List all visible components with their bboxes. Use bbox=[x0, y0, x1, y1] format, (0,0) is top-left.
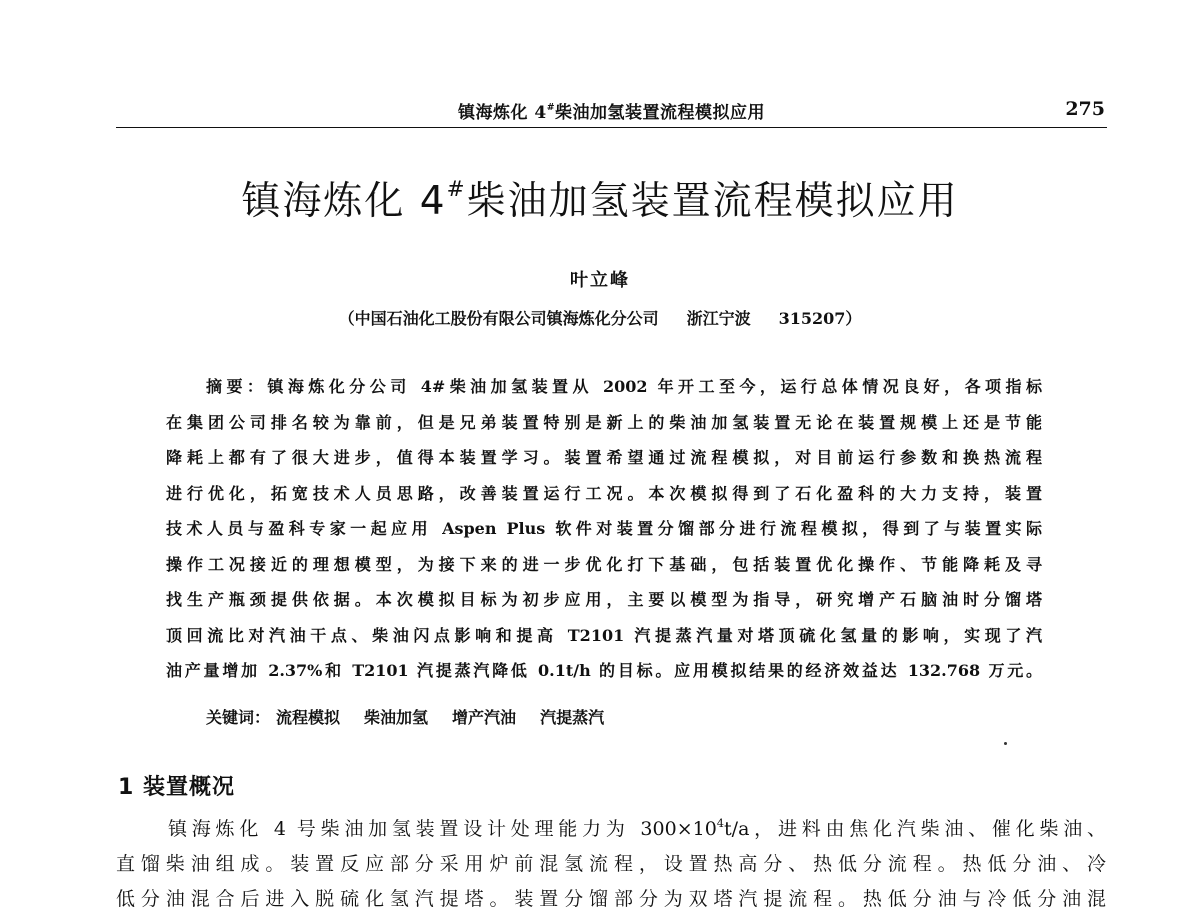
abstract-line: 操作工况接近的理想模型，为接下来的进一步优化打下基础，包括装置优化操作、节能降耗及寻 bbox=[166, 554, 1042, 574]
abstract-line: 进行优化，拓宽技术人员思路，改善装置运行工况。本次模拟得到了石化盈科的大力支持，装置 bbox=[166, 483, 1042, 503]
header-rule bbox=[116, 127, 1107, 128]
running-header bbox=[116, 98, 1107, 128]
affiliation bbox=[0, 306, 1200, 329]
abstract-line-text: 镇海炼化分公司 4#柴油加氢装置从 2002 年开工至今，运行总体情况良好，各项指标 bbox=[267, 377, 1042, 396]
keyword: 增产汽油 bbox=[452, 708, 517, 727]
running-title-text-end: 柴油加氢装置流程模拟应用 bbox=[555, 103, 766, 123]
body-superscript: 4 bbox=[716, 816, 725, 831]
keyword: 柴油加氢 bbox=[364, 708, 429, 727]
keywords bbox=[206, 705, 628, 728]
abstract-line bbox=[166, 375, 1042, 411]
paper-title-text: 镇海炼化 4 bbox=[241, 179, 447, 224]
section-body bbox=[116, 815, 1106, 920]
running-title-text: 镇海炼化 4 bbox=[457, 103, 547, 123]
body-line: 直馏柴油组成。装置反应部分采用炉前混氢流程，设置热高分、热低分流程。热低分油、冷 bbox=[116, 853, 1106, 875]
affiliation-org: （中国石油化工股份有限公司镇海炼化分公司 bbox=[338, 309, 659, 328]
body-line bbox=[116, 815, 1106, 850]
paper-title-text-end: 柴油加氢装置流程模拟应用 bbox=[466, 179, 959, 224]
keyword: 流程模拟 bbox=[276, 708, 341, 727]
page-number: 275 bbox=[1065, 98, 1105, 120]
scan-speck bbox=[1004, 742, 1007, 745]
body-line: 低分油混合后进入脱硫化氢汽提塔。装置分馏部分为双塔汽提流程。热低分油与冷低分油混 bbox=[116, 888, 1106, 910]
section-heading: 1 装置概况 bbox=[118, 775, 235, 800]
running-title-superscript: # bbox=[546, 102, 556, 114]
paper-title bbox=[0, 170, 1200, 226]
paper-title-superscript: # bbox=[446, 176, 467, 202]
abstract bbox=[166, 375, 1042, 695]
abstract-line: 在集团公司排名较为靠前，但是兄弟装置特别是新上的柴油加氢装置无论在装置规模上还是节能 bbox=[166, 412, 1042, 432]
affiliation-location: 浙江宁波 bbox=[686, 309, 751, 328]
author-name: 叶立峰 bbox=[570, 270, 630, 291]
abstract-line: 油产量增加 2.37%和 T2101 汽提蒸汽降低 0.1t/h 的目标。应用模拟结果的经济效益达 132.768 万元。 bbox=[166, 661, 1042, 680]
abstract-line: 顶回流比对汽油干点、柴油闪点影响和提高 T2101 汽提蒸汽量对塔顶硫化氢量的影响，实现了汽 bbox=[166, 625, 1042, 645]
running-title bbox=[116, 98, 1107, 123]
keywords-label: 关键词： bbox=[206, 708, 271, 727]
abstract-line: 技术人员与盈科专家一起应用 Aspen Plus 软件对装置分馏部分进行流程模拟，得到了与装置实际 bbox=[166, 519, 1042, 538]
affiliation-postcode: 315207） bbox=[778, 309, 862, 328]
body-line-text: 镇海炼化 4 号柴油加氢装置设计处理能力为 300×10 bbox=[168, 818, 717, 840]
abstract-line: 找生产瓶颈提供依据。本次模拟目标为初步应用，主要以模型为指导，研究增产石脑油时分馏塔 bbox=[166, 590, 1042, 609]
body-line-text-end: t/a，进料由焦化汽柴油、催化柴油、 bbox=[724, 818, 1106, 840]
abstract-line: 降耗上都有了很大进步，值得本装置学习。装置希望通过流程模拟，对目前运行参数和换热流程 bbox=[166, 448, 1042, 467]
keyword: 汽提蒸汽 bbox=[540, 708, 605, 727]
abstract-label: 摘要： bbox=[206, 377, 268, 396]
